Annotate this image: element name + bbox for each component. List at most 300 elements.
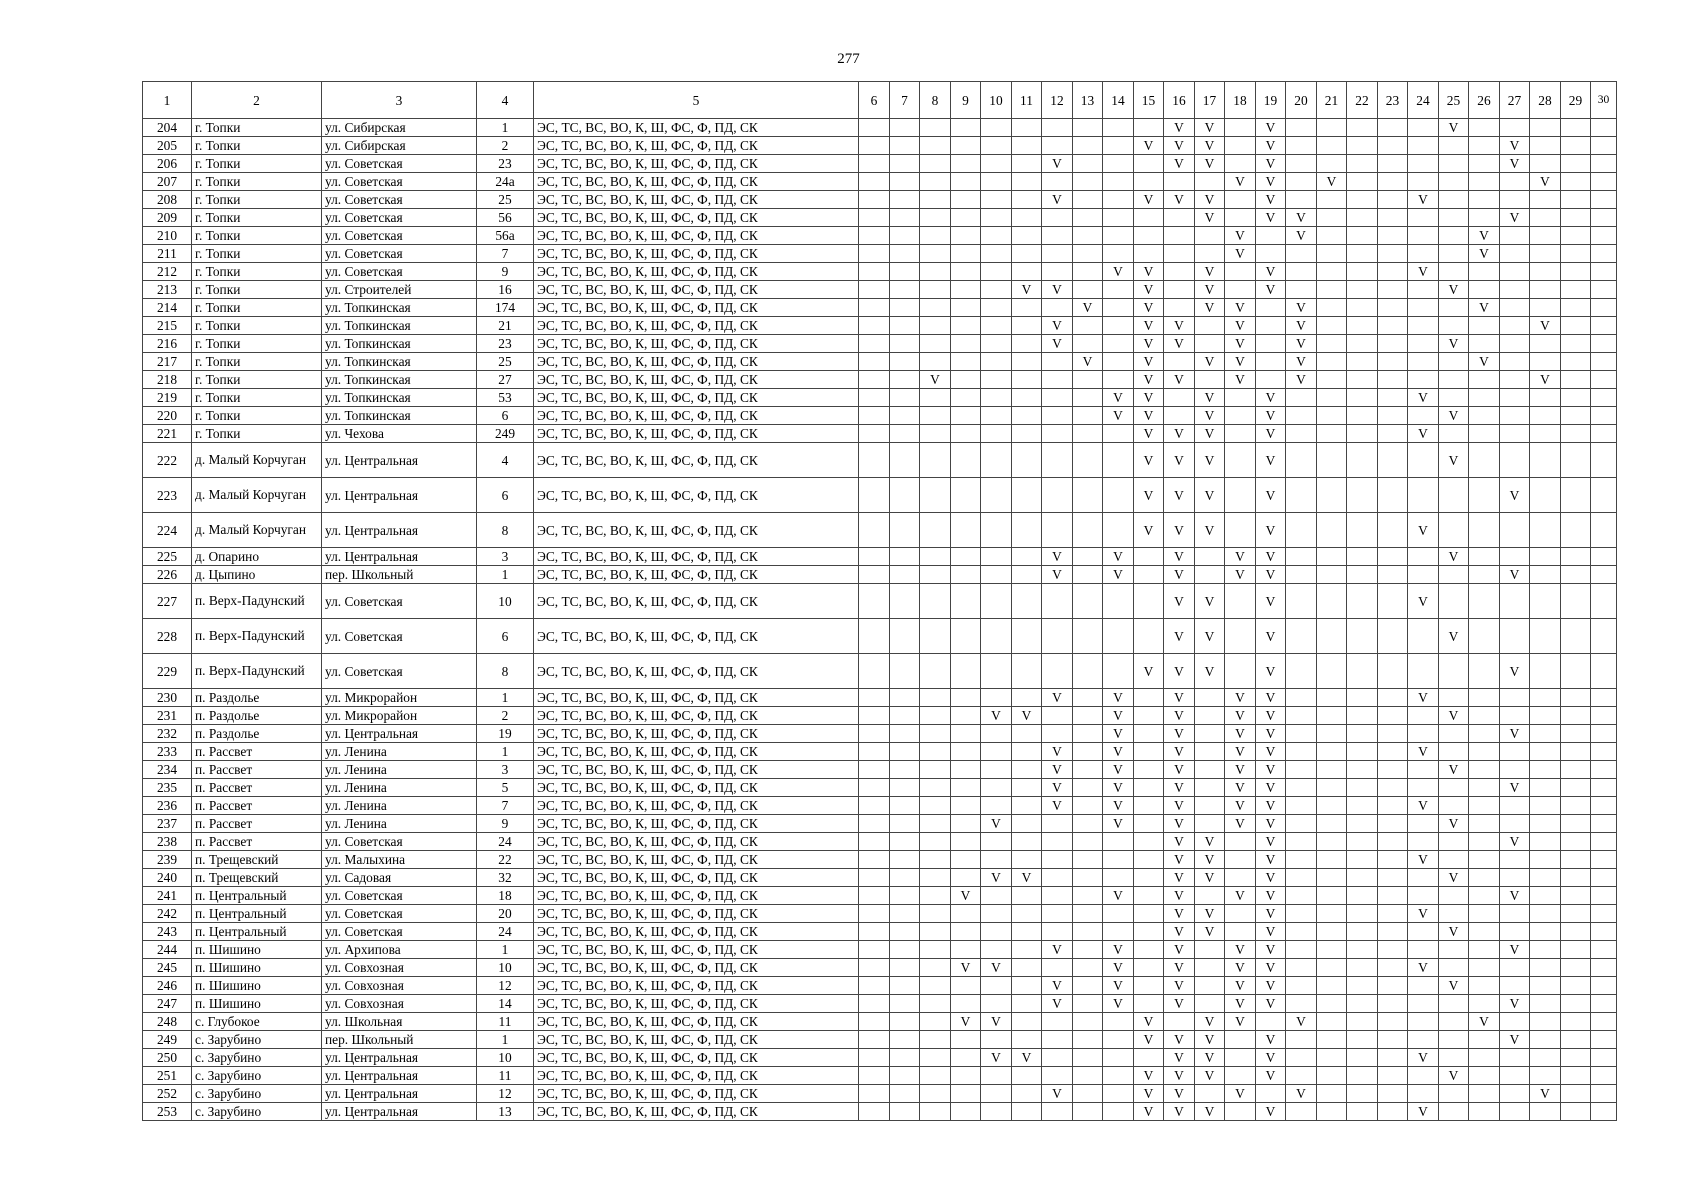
mark-cell-col-9: [951, 707, 981, 725]
check-mark-col-18: V: [1225, 548, 1256, 566]
house-number-cell: 3: [477, 761, 534, 779]
mark-cell-col-11: [1012, 1031, 1042, 1049]
check-mark-col-25: V: [1439, 619, 1469, 654]
work-types-cell: ЭС, ТС, ВС, ВО, К, Ш, ФС, Ф, ПД, СК: [534, 977, 859, 995]
table-row: [143, 1049, 1617, 1067]
work-types-cell: ЭС, ТС, ВС, ВО, К, Ш, ФС, Ф, ПД, СК: [534, 761, 859, 779]
mark-cell-col-10: [981, 299, 1012, 317]
house-number-cell: 6: [477, 407, 534, 425]
mark-cell-col-29: [1561, 584, 1591, 619]
check-mark-col-19: V: [1256, 743, 1286, 761]
mark-cell-col-7: [890, 797, 920, 815]
table-row: [143, 389, 1617, 407]
row-number: 220: [143, 407, 192, 425]
table-row: [143, 654, 1617, 689]
mark-cell-col-26: [1469, 443, 1500, 478]
mark-cell-col-22: [1347, 227, 1378, 245]
street-cell: ул. Советская: [322, 245, 477, 263]
work-types-cell: ЭС, ТС, ВС, ВО, К, Ш, ФС, Ф, ПД, СК: [534, 1013, 859, 1031]
mark-cell-col-21: [1317, 725, 1347, 743]
mark-cell-col-8: [920, 173, 951, 191]
mark-cell-col-24: [1408, 299, 1439, 317]
mark-cell-col-25: [1439, 478, 1469, 513]
mark-cell-col-22: [1347, 707, 1378, 725]
mark-cell-col-30: [1591, 173, 1617, 191]
mark-cell-col-27: [1500, 299, 1530, 317]
column-header-15: 15: [1134, 82, 1164, 119]
mark-cell-col-23: [1378, 548, 1408, 566]
check-mark-col-16: V: [1164, 725, 1195, 743]
mark-cell-col-6: [859, 725, 890, 743]
check-mark-col-19: V: [1256, 513, 1286, 548]
settlement-cell: д. Опарино: [192, 548, 322, 566]
mark-cell-col-11: [1012, 245, 1042, 263]
check-mark-col-16: V: [1164, 371, 1195, 389]
check-mark-col-19: V: [1256, 407, 1286, 425]
column-header-26: 26: [1469, 82, 1500, 119]
mark-cell-col-26: [1469, 869, 1500, 887]
row-number: 248: [143, 1013, 192, 1031]
row-number: 215: [143, 317, 192, 335]
mark-cell-col-12: [1042, 299, 1073, 317]
settlement-cell: г. Топки: [192, 155, 322, 173]
mark-cell-col-24: [1408, 725, 1439, 743]
mark-cell-col-22: [1347, 335, 1378, 353]
mark-cell-col-22: [1347, 245, 1378, 263]
row-number: 225: [143, 548, 192, 566]
check-mark-col-14: V: [1103, 995, 1134, 1013]
mark-cell-col-29: [1561, 1085, 1591, 1103]
mark-cell-col-30: [1591, 281, 1617, 299]
check-mark-col-18: V: [1225, 959, 1256, 977]
mark-cell-col-9: [951, 619, 981, 654]
check-mark-col-17: V: [1195, 654, 1225, 689]
mark-cell-col-12: [1042, 1049, 1073, 1067]
mark-cell-col-14: [1103, 513, 1134, 548]
mark-cell-col-13: [1073, 1049, 1103, 1067]
column-header-16: 16: [1164, 82, 1195, 119]
mark-cell-col-15: [1134, 209, 1164, 227]
mark-cell-col-29: [1561, 833, 1591, 851]
mark-cell-col-12: [1042, 654, 1073, 689]
check-mark-col-9: V: [951, 887, 981, 905]
work-types-cell: ЭС, ТС, ВС, ВО, К, Ш, ФС, Ф, ПД, СК: [534, 1067, 859, 1085]
mark-cell-col-25: [1439, 425, 1469, 443]
check-mark-col-16: V: [1164, 923, 1195, 941]
mark-cell-col-28: [1530, 584, 1561, 619]
mark-cell-col-30: [1591, 995, 1617, 1013]
mark-cell-col-12: [1042, 869, 1073, 887]
mark-cell-col-13: [1073, 977, 1103, 995]
settlement-cell: г. Топки: [192, 191, 322, 209]
check-mark-col-16: V: [1164, 905, 1195, 923]
mark-cell-col-13: [1073, 281, 1103, 299]
mark-cell-col-6: [859, 851, 890, 869]
check-mark-col-12: V: [1042, 281, 1073, 299]
mark-cell-col-11: [1012, 833, 1042, 851]
mark-cell-col-26: [1469, 119, 1500, 137]
mark-cell-col-27: [1500, 317, 1530, 335]
table-row: [143, 209, 1617, 227]
table-row: [143, 227, 1617, 245]
work-types-cell: ЭС, ТС, ВС, ВО, К, Ш, ФС, Ф, ПД, СК: [534, 779, 859, 797]
mark-cell-col-6: [859, 209, 890, 227]
mark-cell-col-23: [1378, 959, 1408, 977]
mark-cell-col-27: [1500, 335, 1530, 353]
check-mark-col-18: V: [1225, 371, 1256, 389]
mark-cell-col-29: [1561, 425, 1591, 443]
mark-cell-col-29: [1561, 155, 1591, 173]
street-cell: ул. Советская: [322, 654, 477, 689]
mark-cell-col-22: [1347, 155, 1378, 173]
table-row: [143, 851, 1617, 869]
mark-cell-col-21: [1317, 1049, 1347, 1067]
table-row: [143, 407, 1617, 425]
mark-cell-col-27: [1500, 761, 1530, 779]
work-types-cell: ЭС, ТС, ВС, ВО, К, Ш, ФС, Ф, ПД, СК: [534, 478, 859, 513]
mark-cell-col-23: [1378, 353, 1408, 371]
house-number-cell: 21: [477, 317, 534, 335]
check-mark-col-18: V: [1225, 245, 1256, 263]
check-mark-col-12: V: [1042, 689, 1073, 707]
work-types-cell: ЭС, ТС, ВС, ВО, К, Ш, ФС, Ф, ПД, СК: [534, 353, 859, 371]
mark-cell-col-20: [1286, 1067, 1317, 1085]
mark-cell-col-30: [1591, 1031, 1617, 1049]
mark-cell-col-11: [1012, 977, 1042, 995]
mark-cell-col-13: [1073, 743, 1103, 761]
mark-cell-col-22: [1347, 263, 1378, 281]
mark-cell-col-18: [1225, 1049, 1256, 1067]
mark-cell-col-6: [859, 299, 890, 317]
mark-cell-col-14: [1103, 299, 1134, 317]
mark-cell-col-13: [1073, 245, 1103, 263]
mark-cell-col-8: [920, 1049, 951, 1067]
check-mark-col-19: V: [1256, 389, 1286, 407]
mark-cell-col-30: [1591, 743, 1617, 761]
check-mark-col-24: V: [1408, 959, 1439, 977]
row-number: 251: [143, 1067, 192, 1085]
mark-cell-col-10: [981, 548, 1012, 566]
mark-cell-col-8: [920, 407, 951, 425]
mark-cell-col-26: [1469, 513, 1500, 548]
mark-cell-col-7: [890, 905, 920, 923]
mark-cell-col-28: [1530, 725, 1561, 743]
mark-cell-col-9: [951, 191, 981, 209]
column-header-30: 30: [1591, 82, 1617, 119]
check-mark-col-16: V: [1164, 815, 1195, 833]
mark-cell-col-18: [1225, 654, 1256, 689]
street-cell: ул. Чехова: [322, 425, 477, 443]
settlement-cell: г. Топки: [192, 281, 322, 299]
check-mark-col-18: V: [1225, 299, 1256, 317]
mark-cell-col-8: [920, 689, 951, 707]
row-number: 228: [143, 619, 192, 654]
mark-cell-col-6: [859, 797, 890, 815]
mark-cell-col-19: [1256, 1013, 1286, 1031]
mark-cell-col-9: [951, 1031, 981, 1049]
mark-cell-col-22: [1347, 815, 1378, 833]
mark-cell-col-10: [981, 887, 1012, 905]
check-mark-col-17: V: [1195, 425, 1225, 443]
mark-cell-col-8: [920, 995, 951, 1013]
work-types-cell: ЭС, ТС, ВС, ВО, К, Ш, ФС, Ф, ПД, СК: [534, 227, 859, 245]
mark-cell-col-14: [1103, 353, 1134, 371]
mark-cell-col-25: [1439, 725, 1469, 743]
house-number-cell: 25: [477, 353, 534, 371]
mark-cell-col-7: [890, 833, 920, 851]
mark-cell-col-11: [1012, 725, 1042, 743]
mark-cell-col-23: [1378, 263, 1408, 281]
row-number: 252: [143, 1085, 192, 1103]
mark-cell-col-12: [1042, 1013, 1073, 1031]
check-mark-col-17: V: [1195, 137, 1225, 155]
work-types-cell: ЭС, ТС, ВС, ВО, К, Ш, ФС, Ф, ПД, СК: [534, 155, 859, 173]
mark-cell-col-24: [1408, 281, 1439, 299]
mark-cell-col-20: [1286, 407, 1317, 425]
mark-cell-col-27: [1500, 425, 1530, 443]
check-mark-col-20: V: [1286, 299, 1317, 317]
mark-cell-col-20: [1286, 923, 1317, 941]
mark-cell-col-15: [1134, 548, 1164, 566]
mark-cell-col-26: [1469, 619, 1500, 654]
mark-cell-col-6: [859, 263, 890, 281]
row-number: 237: [143, 815, 192, 833]
mark-cell-col-13: [1073, 173, 1103, 191]
mark-cell-col-11: [1012, 761, 1042, 779]
check-mark-col-28: V: [1530, 173, 1561, 191]
mark-cell-col-6: [859, 371, 890, 389]
mark-cell-col-18: [1225, 155, 1256, 173]
check-mark-col-12: V: [1042, 317, 1073, 335]
registry-table: [142, 81, 1617, 1121]
mark-cell-col-14: [1103, 425, 1134, 443]
house-number-cell: 23: [477, 155, 534, 173]
row-number: 243: [143, 923, 192, 941]
street-cell: ул. Центральная: [322, 548, 477, 566]
mark-cell-col-8: [920, 654, 951, 689]
row-number: 233: [143, 743, 192, 761]
row-number: 223: [143, 478, 192, 513]
mark-cell-col-11: [1012, 1067, 1042, 1085]
table-row: [143, 869, 1617, 887]
check-mark-col-16: V: [1164, 478, 1195, 513]
mark-cell-col-20: [1286, 815, 1317, 833]
mark-cell-col-8: [920, 513, 951, 548]
mark-cell-col-22: [1347, 869, 1378, 887]
check-mark-col-18: V: [1225, 887, 1256, 905]
house-number-cell: 14: [477, 995, 534, 1013]
check-mark-col-9: V: [951, 959, 981, 977]
mark-cell-col-29: [1561, 299, 1591, 317]
check-mark-col-15: V: [1134, 317, 1164, 335]
mark-cell-col-8: [920, 566, 951, 584]
mark-cell-col-15: [1134, 1049, 1164, 1067]
mark-cell-col-23: [1378, 227, 1408, 245]
check-mark-col-16: V: [1164, 191, 1195, 209]
mark-cell-col-10: [981, 191, 1012, 209]
check-mark-col-15: V: [1134, 478, 1164, 513]
work-types-cell: ЭС, ТС, ВС, ВО, К, Ш, ФС, Ф, ПД, СК: [534, 959, 859, 977]
mark-cell-col-26: [1469, 851, 1500, 869]
settlement-cell: г. Топки: [192, 137, 322, 155]
mark-cell-col-18: [1225, 209, 1256, 227]
mark-cell-col-22: [1347, 137, 1378, 155]
mark-cell-col-8: [920, 869, 951, 887]
mark-cell-col-13: [1073, 707, 1103, 725]
mark-cell-col-6: [859, 425, 890, 443]
mark-cell-col-12: [1042, 887, 1073, 905]
check-mark-col-12: V: [1042, 335, 1073, 353]
check-mark-col-17: V: [1195, 263, 1225, 281]
mark-cell-col-24: [1408, 407, 1439, 425]
mark-cell-col-23: [1378, 173, 1408, 191]
mark-cell-col-8: [920, 923, 951, 941]
column-header-20: 20: [1286, 82, 1317, 119]
mark-cell-col-20: [1286, 619, 1317, 654]
mark-cell-col-12: [1042, 833, 1073, 851]
mark-cell-col-14: [1103, 245, 1134, 263]
check-mark-col-18: V: [1225, 995, 1256, 1013]
mark-cell-col-24: [1408, 478, 1439, 513]
house-number-cell: 2: [477, 707, 534, 725]
mark-cell-col-26: [1469, 797, 1500, 815]
mark-cell-col-30: [1591, 191, 1617, 209]
house-number-cell: 7: [477, 245, 534, 263]
work-types-cell: ЭС, ТС, ВС, ВО, К, Ш, ФС, Ф, ПД, СК: [534, 443, 859, 478]
street-cell: ул. Садовая: [322, 869, 477, 887]
mark-cell-col-21: [1317, 887, 1347, 905]
mark-cell-col-27: [1500, 977, 1530, 995]
check-mark-col-17: V: [1195, 191, 1225, 209]
mark-cell-col-21: [1317, 743, 1347, 761]
mark-cell-col-16: [1164, 263, 1195, 281]
check-mark-col-16: V: [1164, 119, 1195, 137]
check-mark-col-15: V: [1134, 371, 1164, 389]
mark-cell-col-20: [1286, 1049, 1317, 1067]
mark-cell-col-22: [1347, 1031, 1378, 1049]
mark-cell-col-7: [890, 566, 920, 584]
table-row: [143, 761, 1617, 779]
mark-cell-col-7: [890, 725, 920, 743]
check-mark-col-14: V: [1103, 548, 1134, 566]
mark-cell-col-27: [1500, 389, 1530, 407]
table-row: [143, 299, 1617, 317]
mark-cell-col-7: [890, 1049, 920, 1067]
house-number-cell: 24: [477, 923, 534, 941]
mark-cell-col-14: [1103, 833, 1134, 851]
mark-cell-col-7: [890, 317, 920, 335]
mark-cell-col-9: [951, 227, 981, 245]
mark-cell-col-25: [1439, 317, 1469, 335]
mark-cell-col-8: [920, 227, 951, 245]
row-number: 236: [143, 797, 192, 815]
table-row: [143, 425, 1617, 443]
settlement-cell: г. Топки: [192, 335, 322, 353]
work-types-cell: ЭС, ТС, ВС, ВО, К, Ш, ФС, Ф, ПД, СК: [534, 654, 859, 689]
mark-cell-col-9: [951, 761, 981, 779]
mark-cell-col-25: [1439, 941, 1469, 959]
mark-cell-col-21: [1317, 619, 1347, 654]
mark-cell-col-10: [981, 155, 1012, 173]
check-mark-col-14: V: [1103, 797, 1134, 815]
check-mark-col-15: V: [1134, 335, 1164, 353]
mark-cell-col-14: [1103, 905, 1134, 923]
house-number-cell: 12: [477, 1085, 534, 1103]
check-mark-col-25: V: [1439, 407, 1469, 425]
mark-cell-col-7: [890, 335, 920, 353]
mark-cell-col-12: [1042, 513, 1073, 548]
mark-cell-col-26: [1469, 995, 1500, 1013]
mark-cell-col-15: [1134, 779, 1164, 797]
mark-cell-col-15: [1134, 959, 1164, 977]
mark-cell-col-23: [1378, 513, 1408, 548]
mark-cell-col-15: [1134, 815, 1164, 833]
mark-cell-col-29: [1561, 977, 1591, 995]
check-mark-col-19: V: [1256, 761, 1286, 779]
mark-cell-col-29: [1561, 869, 1591, 887]
mark-cell-col-24: [1408, 654, 1439, 689]
mark-cell-col-9: [951, 371, 981, 389]
work-types-cell: ЭС, ТС, ВС, ВО, К, Ш, ФС, Ф, ПД, СК: [534, 407, 859, 425]
mark-cell-col-28: [1530, 263, 1561, 281]
mark-cell-col-9: [951, 263, 981, 281]
mark-cell-col-27: [1500, 119, 1530, 137]
check-mark-col-18: V: [1225, 815, 1256, 833]
mark-cell-col-9: [951, 407, 981, 425]
mark-cell-col-28: [1530, 566, 1561, 584]
mark-cell-col-10: [981, 407, 1012, 425]
mark-cell-col-7: [890, 995, 920, 1013]
mark-cell-col-29: [1561, 443, 1591, 478]
street-cell: ул. Советская: [322, 263, 477, 281]
table-row: [143, 317, 1617, 335]
mark-cell-col-23: [1378, 389, 1408, 407]
mark-cell-col-20: [1286, 707, 1317, 725]
check-mark-col-19: V: [1256, 137, 1286, 155]
mark-cell-col-27: [1500, 1013, 1530, 1031]
check-mark-col-15: V: [1134, 389, 1164, 407]
mark-cell-col-8: [920, 779, 951, 797]
mark-cell-col-30: [1591, 443, 1617, 478]
mark-cell-col-21: [1317, 513, 1347, 548]
row-number: 213: [143, 281, 192, 299]
mark-cell-col-11: [1012, 548, 1042, 566]
mark-cell-col-29: [1561, 209, 1591, 227]
column-header-1: 1: [143, 82, 192, 119]
check-mark-col-19: V: [1256, 797, 1286, 815]
check-mark-col-24: V: [1408, 191, 1439, 209]
mark-cell-col-26: [1469, 761, 1500, 779]
table-row: [143, 191, 1617, 209]
mark-cell-col-11: [1012, 478, 1042, 513]
street-cell: ул. Советская: [322, 905, 477, 923]
column-header-12: 12: [1042, 82, 1073, 119]
mark-cell-col-8: [920, 317, 951, 335]
mark-cell-col-9: [951, 425, 981, 443]
check-mark-col-20: V: [1286, 227, 1317, 245]
work-types-cell: ЭС, ТС, ВС, ВО, К, Ш, ФС, Ф, ПД, СК: [534, 209, 859, 227]
mark-cell-col-24: [1408, 1013, 1439, 1031]
mark-cell-col-6: [859, 317, 890, 335]
mark-cell-col-7: [890, 707, 920, 725]
mark-cell-col-22: [1347, 353, 1378, 371]
mark-cell-col-16: [1164, 245, 1195, 263]
mark-cell-col-7: [890, 299, 920, 317]
check-mark-col-27: V: [1500, 779, 1530, 797]
check-mark-col-18: V: [1225, 1013, 1256, 1031]
mark-cell-col-9: [951, 797, 981, 815]
mark-cell-col-6: [859, 887, 890, 905]
